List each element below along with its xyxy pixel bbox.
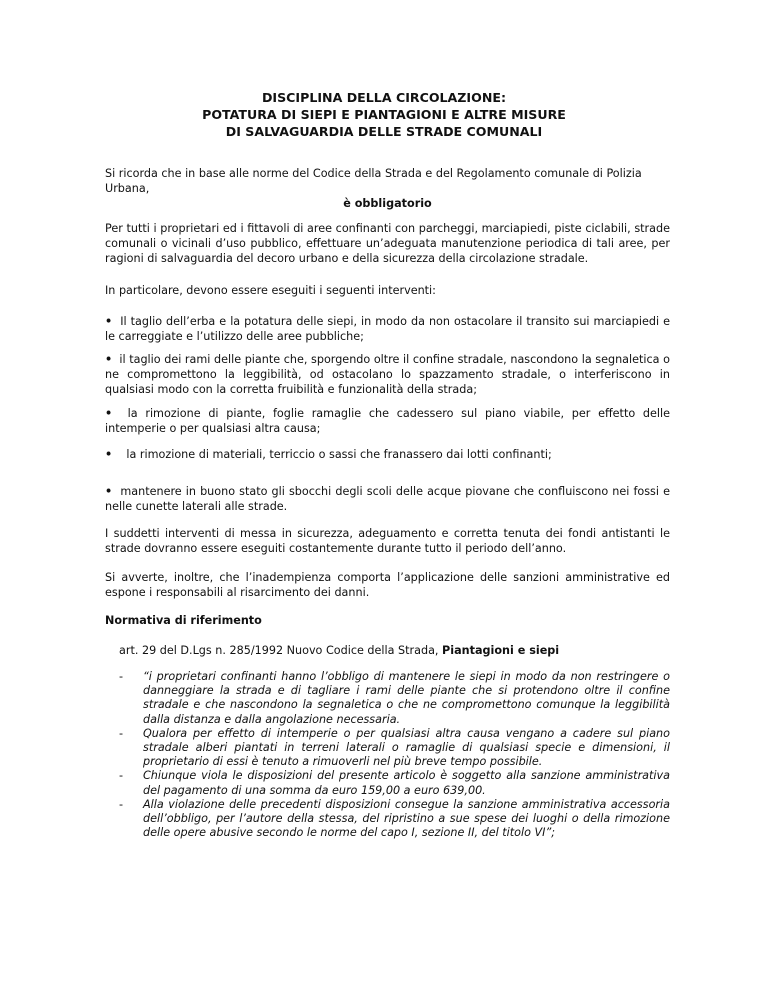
bullet-text: la rimozione di piante, foglie ramaglie che cadessero sul piano viabile, per effetto delle intemperie o per qualsiasi altra causa; — [105, 407, 670, 435]
document-title — [0, 89, 768, 140]
quote-item — [119, 798, 670, 841]
title-line-1: DISCIPLINA DELLA CIRCOLAZIONE: — [261, 90, 507, 105]
bullet-text: il taglio dei rami delle piante che, sporgendo oltre il confine stradale, nascondono la segnaletica o ne compromettono la leggibilità, od ostacolano lo spazzamento stradale, o interferiscono in qualsiasi modo con la corretta fruibilità e funzionalità della strada; — [105, 353, 670, 396]
bullet-item — [105, 484, 670, 514]
quote-text: Alla violazione delle precedenti disposizioni consegue la sanzione amministrativa accessoria dell’obbligo, per l’autore della stessa, del ripristino a sue spese dei luoghi o della rimozione delle opere abusive secondo le norme del capo I, sezione II, del titolo VI”; — [143, 797, 670, 840]
bullet-item — [105, 314, 670, 344]
intro-text: Si ricorda che in base alle norme del Codice della Strada e del Regolamento comunale di Polizia Urbana, — [105, 167, 642, 195]
bullet-item — [105, 406, 670, 436]
bullet-text: Il taglio dell’erba e la potatura delle siepi, in modo da non ostacolare il transito sui marciapiedi e le carreggiate e l’utilizzo delle aree pubbliche; — [105, 315, 670, 343]
quote-text: Qualora per effetto di intemperie o per qualsiasi altra causa vengano a cadere sul piano stradale alberi piantati in terreni laterali o ramaglie di qualsiasi specie e dimensioni, il proprietario di essi è tenuto a rimuoverli nel più breve tempo possibile. — [143, 726, 670, 769]
quote-item — [119, 769, 670, 797]
obbligatorio-heading: è obbligatorio — [343, 197, 432, 210]
bullet-text: la rimozione di materiali, terriccio o sassi che franassero dai lotti confinanti; — [126, 448, 552, 461]
bullet-item — [105, 352, 670, 397]
bullet-text: mantenere in buono stato gli sbocchi degli scoli delle acque piovane che confluiscono nei fossi e nelle cunette laterali alle strade. — [105, 485, 670, 513]
bullet-item — [105, 447, 670, 462]
title-line-3: DI SALVAGUARDIA DELLE STRADE COMUNALI — [225, 124, 543, 139]
title-line-2: POTATURA DI SIEPI E PIANTAGIONI E ALTRE MISURE — [202, 107, 566, 122]
dash-marker: - — [119, 670, 124, 683]
intro-paragraph — [105, 166, 670, 211]
bullet-icon: • — [105, 448, 113, 461]
article-reference-title: Piantagioni e siepi — [442, 644, 560, 657]
quote-text: “i proprietari confinanti hanno l’obbligo di mantenere le siepi in modo da non restringere o danneggiare la strada e di tagliare i rami delle piante che si protendono oltre il confine stradale e che nascondono la segnaletica o che ne compromettono comunque la leggibilità dalla distanza e dalla angolazione necessaria. — [143, 670, 670, 726]
article-quote-list — [119, 670, 670, 840]
normativa-heading: Normativa di riferimento — [105, 614, 262, 627]
bullet-icon: • — [105, 315, 113, 328]
dash-marker: - — [119, 797, 124, 811]
article-reference-text: art. 29 del D.Lgs n. 285/1992 Nuovo Codice della Strada, — [119, 644, 443, 657]
paragraph-year-round: I suddetti interventi di messa in sicurezza, adeguamento e corretta tenuta dei fondi antistanti le strade dovranno essere eseguiti costantemente durante tutto il periodo dell’anno. — [105, 527, 670, 555]
paragraph-sanctions: Si avverte, inoltre, che l’inadempienza comporta l’applicazione delle sanzioni amministrative ed espone i responsabili al risarcimento dei danni. — [105, 571, 670, 599]
article-reference — [119, 643, 670, 658]
bullet-icon: • — [105, 353, 113, 366]
quote-text: Chiunque viola le disposizioni del presente articolo è soggetto alla sanzione amministrativa del pagamento di una somma da euro 159,00 a euro 639,00. — [143, 769, 670, 797]
paragraph-owners: Per tutti i proprietari ed i fittavoli di aree confinanti con parcheggi, marciapiedi, piste ciclabili, strade comunali o vicinali d’uso pubblico, effettuare un’adeguata manutenzione periodica di tali aree, per ragioni di salvaguardia del decoro urbano e della sicurezza della circolazione stradale. — [105, 222, 670, 265]
dash-marker: - — [119, 769, 124, 783]
bullet-icon: • — [105, 407, 113, 420]
bullet-icon: • — [105, 485, 113, 498]
dash-marker: - — [119, 726, 124, 740]
quote-item — [119, 670, 670, 727]
quote-item — [119, 727, 670, 770]
paragraph-interventions-intro: In particolare, devono essere eseguiti i seguenti interventi: — [105, 284, 436, 297]
